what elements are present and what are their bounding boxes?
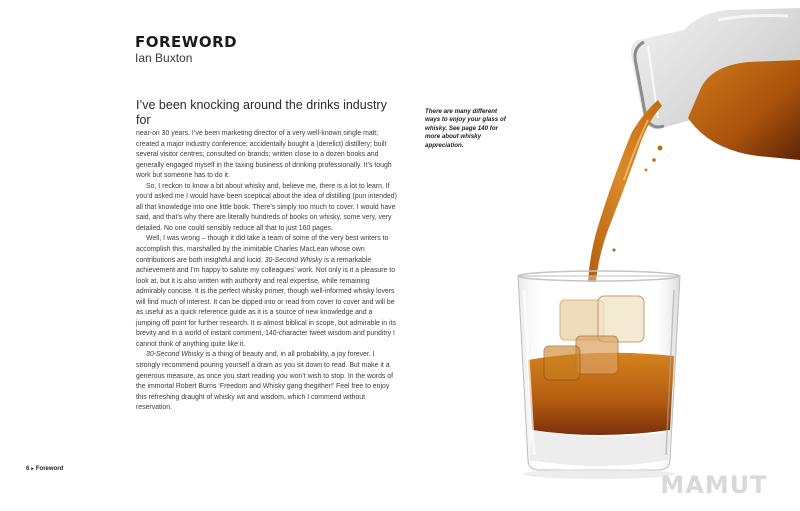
book-title-italic: 30-Second Whisky [146, 351, 204, 359]
watermark-logo: MAMUT [660, 471, 768, 499]
foreword-body [136, 98, 398, 414]
paragraph-3 [136, 234, 398, 350]
bottle [631, 8, 800, 160]
arrow-icon: ▸ [31, 466, 34, 472]
whisky-photo [448, 0, 800, 511]
book-title-italic: 30-Second Whisky [264, 256, 323, 264]
whisky-glass [518, 271, 680, 479]
page-number: 6 [26, 466, 30, 472]
paragraph-4 [136, 350, 398, 413]
paragraph-2: So, I reckon to know a bit about whisky and, believe me, there is a lot to learn. If you’d asked me I would have been sceptical about the idea of distilling (pun intended) all that knowledge into one little book. There’s simply too much to cover, I would have said, and that’s why there are literally hundreds of books on whisky, some very, very detailed. No one could sensibly reduce all that to just 160 pages. [136, 182, 397, 232]
author-name: Ian Buxton [135, 51, 193, 65]
paragraph-4-text: is a thing of beauty and, in all probability, a joy forever. I strongly recommend pouring yourself a dram as you sit down to read. But make it a generous measure, as once you start reading you won’t wish to stop. In the words of the immortal Robert Burns ‘Freedom and Whisky gang thegither!’ Feel free to enjoy this refreshing draught of whisky wit and wisdom, which I commend without reservation. [136, 351, 394, 412]
footer-section: Foreword [35, 466, 64, 472]
paragraph-3-text-a: Well, I was wrong – though it did take a team of some of the very best writers to accomplish this, marshalled by the inimitable Charles MacLean whose own contributions are both insightful and lucid. [136, 235, 389, 264]
lead-sentence: I’ve been knocking around the drinks industry for [136, 98, 387, 127]
paragraph-3-text-b: is a remarkable achievement and I’m happy to salute my colleagues’ work. Not only is it a pleasure to look at, but it is also written with authority and real expertise, while remaining admirably concise. It is the perfect whisky primer, though well-informed whisky lovers will find much of interest. It can be dipped into or read from cover to cover and will be as useful as a quick reference guide as it is a source of new knowledge and a jumping off point for further research. It is almost biblical in scope, but admirable in its brevity and in a world of instant comment, 140-character tweet wisdom and punditry I cannot think of anything quite like it. [136, 256, 396, 348]
paragraph-1: near-on 30 years. I’ve been marketing director of a very well-known single malt; created a major industry conference; accidentally bought a (derelict) distillery; built several visitor centres; consulted on brands; written close to a dozen books and generally engaged myself in the taxing business of drinking professionally. It’s tough work but someone has to do it. [136, 130, 392, 180]
page-footer [26, 466, 63, 472]
page-title: FOREWORD [135, 33, 238, 51]
photo-caption: There are many different ways to enjoy your glass of whisky. See page 140 for more about whisky appreciation. [425, 108, 506, 149]
